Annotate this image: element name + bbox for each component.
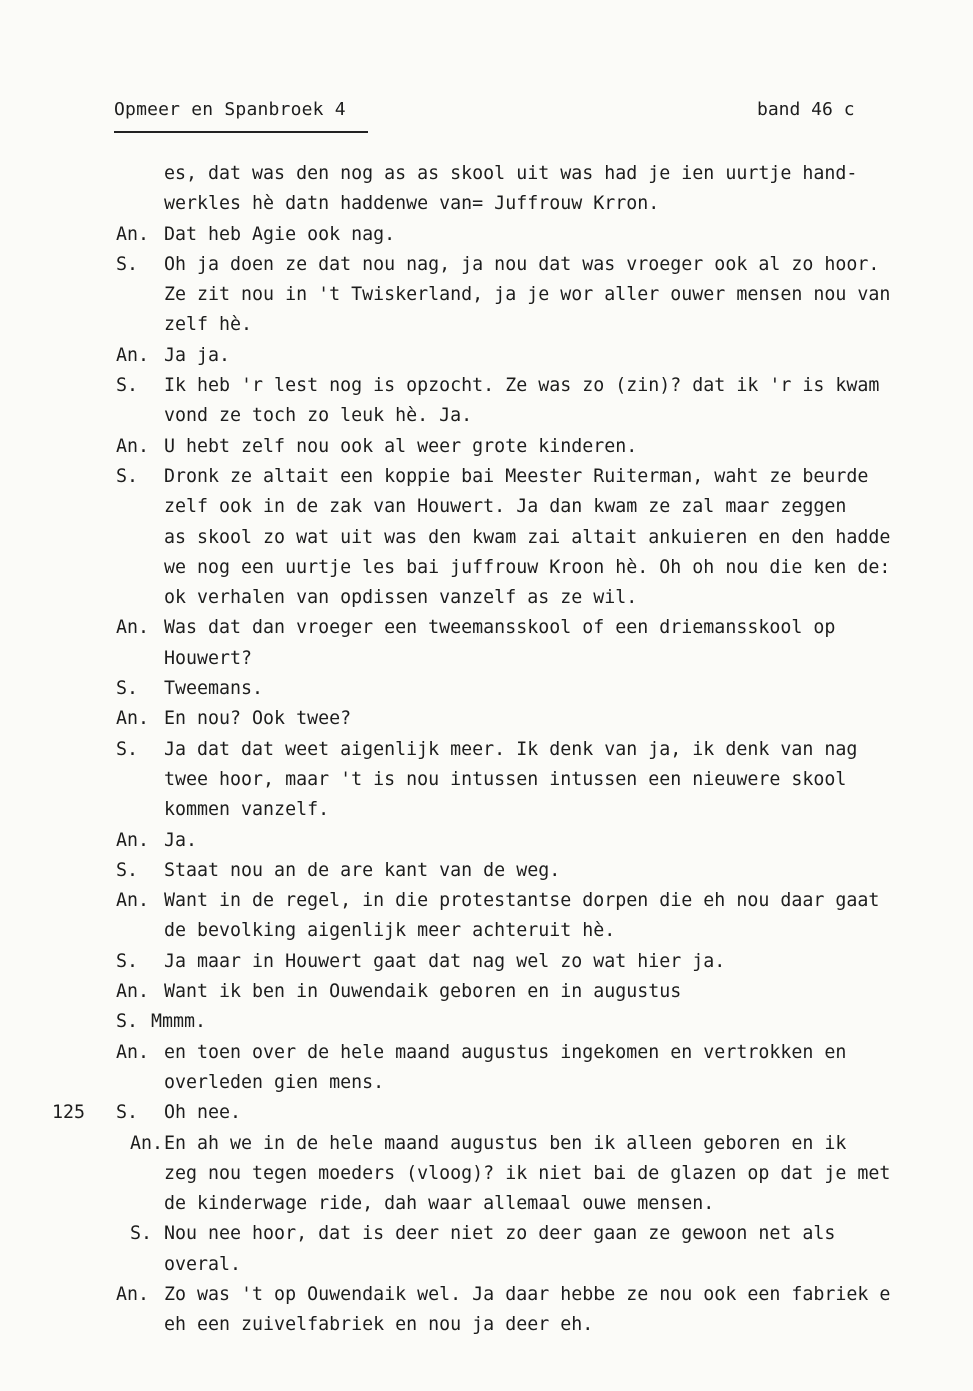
utterance-text: Oh ja doen ze dat nou nag, ja nou dat was vroeger ook al zo hoor. <box>164 253 880 275</box>
utterance-text: overleden gien mens. <box>164 1071 385 1093</box>
transcript-line <box>0 704 973 734</box>
transcript-line <box>0 826 973 856</box>
transcript-line <box>0 1129 973 1159</box>
transcript-entry <box>0 1280 973 1341</box>
speaker-label: S. <box>116 859 139 881</box>
speaker-label: An. <box>116 890 150 912</box>
transcript-entry <box>0 371 973 432</box>
transcript-line <box>0 1038 973 1068</box>
transcript-entry <box>0 1007 973 1037</box>
transcript-entry <box>0 159 973 220</box>
speaker-label: S. <box>116 375 139 397</box>
speaker-label: S. <box>116 465 139 487</box>
transcript-entry <box>0 1038 973 1099</box>
transcript-entry <box>0 341 973 371</box>
transcript-line <box>0 765 973 795</box>
speaker-label: An. <box>116 981 150 1003</box>
utterance-text: Staat nou an de are kant van de weg. <box>164 859 561 881</box>
transcript-line <box>0 583 973 613</box>
utterance-text: Houwert? <box>164 647 253 669</box>
utterance-text: Ja. <box>164 829 198 851</box>
transcript-line <box>0 977 973 1007</box>
transcript-line <box>0 401 973 431</box>
transcript-line <box>0 553 973 583</box>
utterance-text: en toen over de hele maand augustus ingekomen en vertrokken en <box>164 1041 847 1063</box>
transcript-entry <box>0 613 973 674</box>
speaker-label: An. <box>116 223 150 245</box>
transcript-entry <box>0 1098 973 1128</box>
utterance-text: Was dat dan vroeger een tweemansskool of een driemansskool op <box>164 617 836 639</box>
utterance-text: eh een zuivelfabriek en nou ja deer eh. <box>164 1314 594 1336</box>
utterance-text: zelf ook in de zak van Houwert. Ja dan kwam ze zal maar zeggen <box>164 496 847 518</box>
utterance-text: overal. <box>164 1253 242 1275</box>
utterance-text: En nou? Ook twee? <box>164 708 352 730</box>
speaker-label: An. <box>116 344 150 366</box>
transcript-entry <box>0 1129 973 1220</box>
speaker-label: S. <box>130 1223 153 1245</box>
transcript-entry <box>0 704 973 734</box>
transcript-line <box>0 220 973 250</box>
utterance-text: En ah we in de hele maand augustus ben ik alleen geboren en ik <box>164 1132 847 1154</box>
utterance-text: U hebt zelf nou ook al weer grote kinderen. <box>164 435 638 457</box>
speaker-label: An. <box>116 708 150 730</box>
transcript-line <box>0 795 973 825</box>
header-underline <box>114 131 368 133</box>
utterance-text: twee hoor, maar 't is nou intussen intussen een nieuwere skool <box>164 768 847 790</box>
utterance-text: Dronk ze altait een koppie bai Meester Ruiterman, waht ze beurde <box>164 465 869 487</box>
transcript-line <box>0 1098 973 1128</box>
utterance-text: zeg nou tegen moeders (vloog)? ik niet bai de glazen op dat je met <box>164 1162 891 1184</box>
transcript-line <box>0 644 973 674</box>
transcript-line <box>0 432 973 462</box>
utterance-text: de bevolking aigenlijk meer achteruit hè. <box>164 920 616 942</box>
transcript-line <box>0 492 973 522</box>
transcript-line <box>0 1159 973 1189</box>
utterance-text: as skool zo wat uit was den kwam zai altait ankuieren en den hadde <box>164 526 891 548</box>
speaker-label: An. <box>116 1041 150 1063</box>
transcript-entry <box>0 856 973 886</box>
utterance-text: kommen vanzelf. <box>164 799 330 821</box>
utterance-text: zelf hè. <box>164 314 253 336</box>
transcript-line <box>0 310 973 340</box>
speaker-label: An. <box>116 617 150 639</box>
page-header-tape: band 46 c <box>757 99 855 120</box>
transcript-entry <box>0 462 973 613</box>
transcript-entry <box>0 250 973 341</box>
transcript-line <box>0 613 973 643</box>
transcript-line <box>0 189 973 219</box>
utterance-text: we nog een uurtje les bai juffrouw Kroon hè. Oh oh nou die ken de: <box>164 556 891 578</box>
transcript-line <box>0 674 973 704</box>
utterance-text: Tweemans. <box>164 678 264 700</box>
transcript-line <box>0 523 973 553</box>
line-number: 125 <box>52 1102 86 1124</box>
utterance-text: Ja ja. <box>164 344 231 366</box>
transcript-line <box>0 1280 973 1310</box>
utterance-text: es, dat was den nog as as skool uit was had je ien uurtje hand- <box>164 163 858 184</box>
utterance-text: de kinderwage ride, dah waar allemaal ouwe mensen. <box>164 1193 715 1215</box>
utterance-text: vond ze toch zo leuk hè. Ja. <box>164 405 473 427</box>
page-header-title: Opmeer en Spanbroek 4 <box>114 99 346 120</box>
utterance-text: Want ik ben in Ouwendaik geboren en in augustus <box>164 981 682 1003</box>
transcript-line <box>0 856 973 886</box>
transcript-line <box>0 735 973 765</box>
transcript-line <box>0 1068 973 1098</box>
transcript-line <box>0 916 973 946</box>
utterance-text: ok verhalen van opdissen vanzelf as ze wil. <box>164 587 638 609</box>
speaker-label: S. <box>116 678 139 700</box>
transcript-line <box>0 341 973 371</box>
speaker-label: An. <box>130 1132 164 1154</box>
transcript-line <box>0 886 973 916</box>
utterance-text: Ja maar in Houwert gaat dat nag wel zo wat hier ja. <box>164 950 726 972</box>
transcript-entry <box>0 977 973 1007</box>
transcript-line <box>0 947 973 977</box>
speaker-label: An. <box>116 435 150 457</box>
transcript-entry <box>0 886 973 947</box>
transcript-entry <box>0 220 973 250</box>
transcript-line <box>0 250 973 280</box>
transcript-line <box>0 159 973 189</box>
transcript-line <box>0 1189 973 1219</box>
transcript <box>0 159 973 1359</box>
transcript-line <box>0 1310 973 1340</box>
utterance-text: Ze zit nou in 't Twiskerland, ja je wor aller ouwer mensen nou van <box>164 284 891 306</box>
transcript-entry <box>0 947 973 977</box>
utterance-text: Ja dat dat weet aigenlijk meer. Ik denk van ja, ik denk van nag <box>164 738 858 760</box>
utterance-text: Want in de regel, in die protestantse dorpen die eh nou daar gaat <box>164 890 880 912</box>
utterance-text: Oh nee. <box>164 1102 242 1124</box>
transcript-line <box>0 462 973 492</box>
speaker-label: S. <box>116 253 139 275</box>
utterance-text: Zo was 't op Ouwendaik wel. Ja daar hebbe ze nou ook een fabriek e <box>164 1283 891 1305</box>
transcript-entry <box>0 674 973 704</box>
transcript-entry <box>0 735 973 826</box>
utterance-text: Ik heb 'r lest nog is opzocht. Ze was zo (zin)? dat ik 'r is kwam <box>164 375 880 397</box>
speaker-label: S. <box>116 1011 139 1033</box>
speaker-label: S. <box>116 1102 139 1124</box>
transcript-line <box>0 1250 973 1280</box>
speaker-label: S. <box>116 950 139 972</box>
transcript-entry <box>0 432 973 462</box>
transcript-line <box>0 280 973 310</box>
speaker-label: An. <box>116 829 150 851</box>
utterance-text: Dat heb Agie ook nag. <box>164 223 396 245</box>
transcript-line <box>0 1219 973 1249</box>
transcript-entry <box>0 1219 973 1280</box>
utterance-text: Nou nee hoor, dat is deer niet zo deer gaan ze gewoon net als <box>164 1223 836 1245</box>
speaker-label: S. <box>116 738 139 760</box>
utterance-text: werkles hè datn haddenwe van= Juffrouw Krron. <box>164 193 660 215</box>
transcript-line <box>0 1007 973 1037</box>
utterance-text: Mmmm. <box>151 1011 207 1033</box>
speaker-label: An. <box>116 1283 150 1305</box>
transcript-entry <box>0 826 973 856</box>
transcript-line <box>0 371 973 401</box>
